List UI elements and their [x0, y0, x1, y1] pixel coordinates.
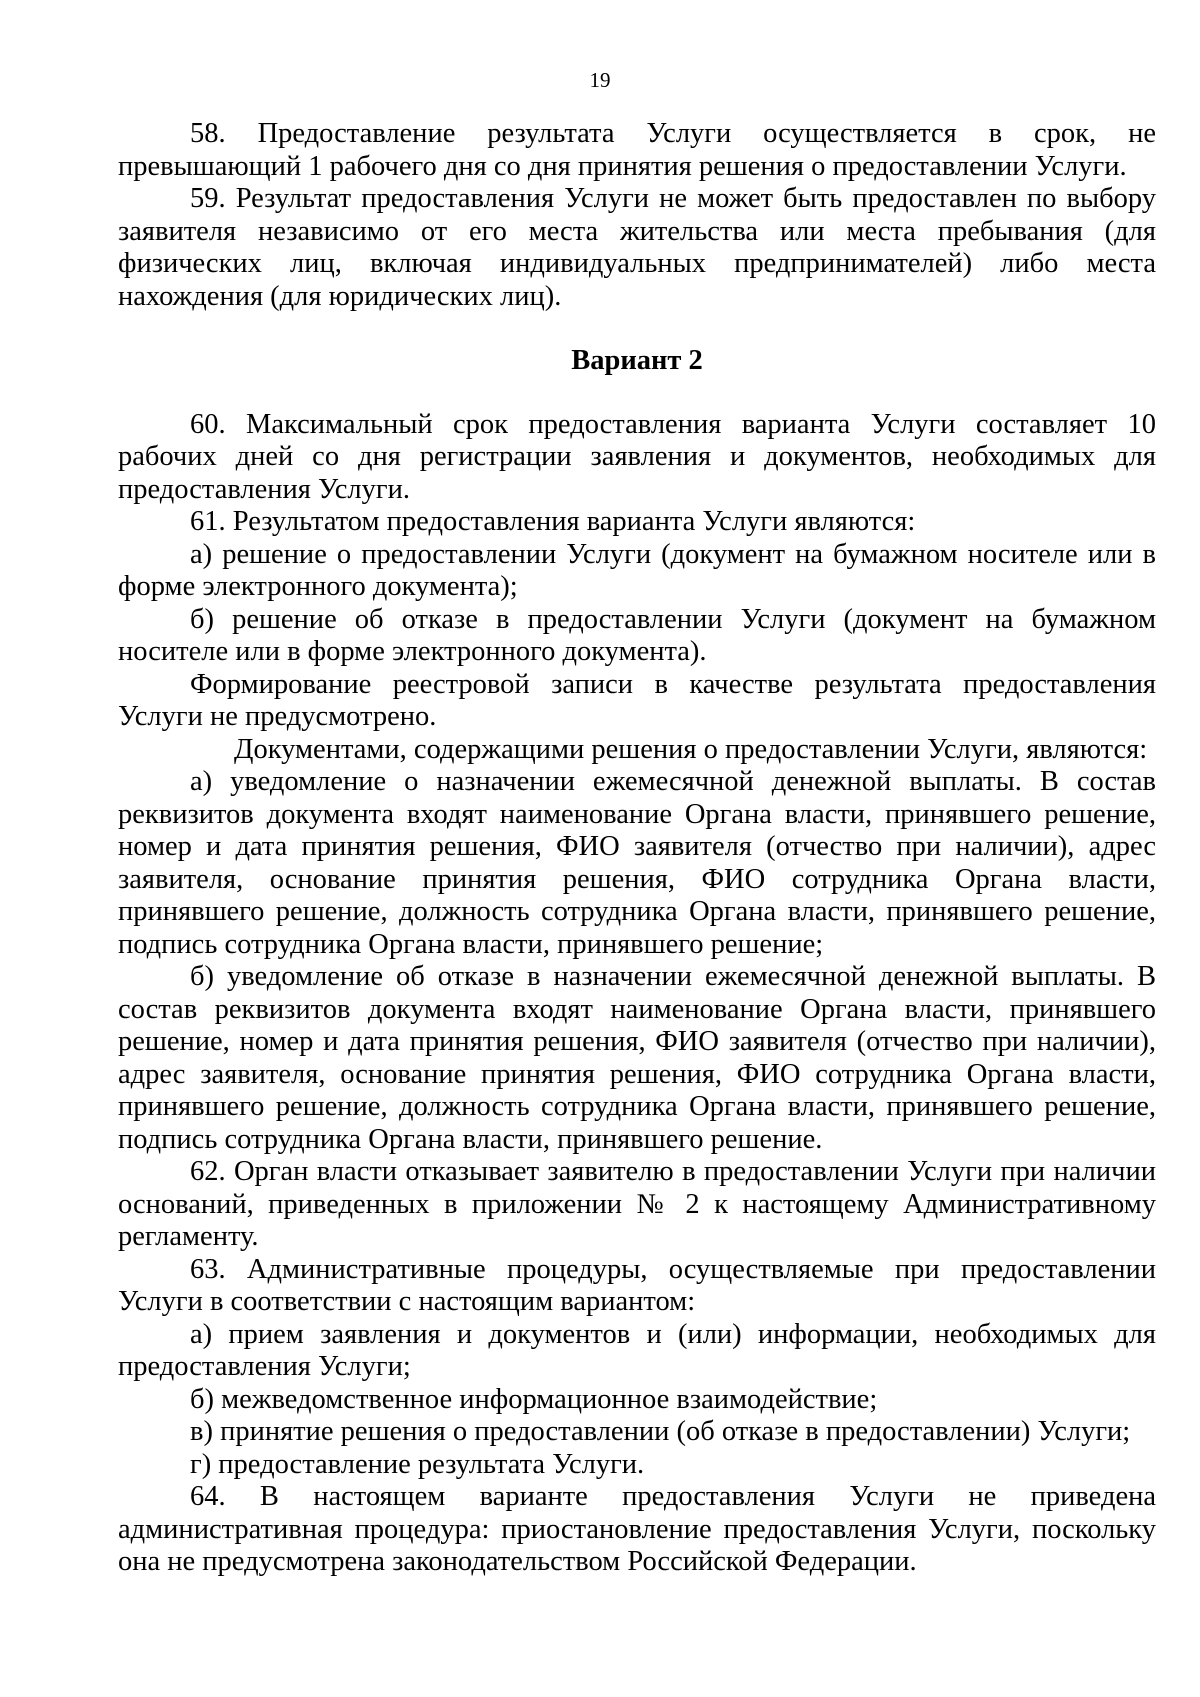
paragraph-63: 63. Административные процедуры, осуществляемые при предоставлении Услуги в соответствии с настоящим вариантом: [118, 1253, 1156, 1317]
paragraph-59: 59. Результат предоставления Услуги не может быть предоставлен по выбору заявителя независимо от его места жительства или места пребывания (для физических лиц, включая индивидуальных предпринимателей) либо места нахождения (для юридических лиц). [118, 183, 1156, 312]
paragraph-61-a: а) решение о предоставлении Услуги (документ на бумажном носителе или в форме электронного документа); [118, 538, 1156, 602]
paragraph-61: 61. Результатом предоставления варианта Услуги являются: [190, 506, 916, 537]
paragraph-63-b: б) межведомственное информационное взаимодействие; [190, 1383, 878, 1415]
paragraph-60: 60. Максимальный срок предоставления варианта Услуги составляет 10 рабочих дней со дня регистрации заявления и документов, необходимых для предоставления Услуги. [118, 408, 1156, 505]
paragraph-documents-a: а) уведомление о назначении ежемесячной денежной выплаты. В состав реквизитов документа входят наименование Органа власти, принявшего решение, номер и дата принятия решения, ФИО заявителя (отчество при наличии), адрес заявителя, основание принятия решения, ФИО сотрудника Органа власти, принявшего решение, должность сотрудника Органа власти, принявшего решение, подпись сотрудника Органа власти, принявшего решение; [118, 766, 1156, 960]
document-body [118, 118, 1156, 1579]
paragraph-61-b: б) решение об отказе в предоставлении Услуги (документ на бумажном носителе или в форме электронного документа). [118, 603, 1156, 667]
paragraph-63-g: г) предоставление результата Услуги. [190, 1448, 645, 1480]
paragraph-registry-note: Формирование реестровой записи в качестве результата предоставления Услуги не предусмотрено. [118, 668, 1156, 732]
page-number: 19 [589, 68, 611, 92]
paragraph-documents-b: б) уведомление об отказе в назначении ежемесячной денежной выплаты. В состав реквизитов документа входят наименование Органа власти, принявшего решение, номер и дата принятия решения, ФИО заявителя (отчество при наличии), адрес заявителя, основание принятия решения, ФИО сотрудника Органа власти, принявшего решение, должность сотрудника Органа власти, принявшего решение, подпись сотрудника Органа власти, принявшего решение. [118, 961, 1156, 1155]
paragraph-64: 64. В настоящем варианте предоставления Услуги не приведена административная процедура: приостановление предоставления Услуги, поскольку она не предусмотрена законодательством Российской Федерации. [118, 1481, 1156, 1577]
paragraph-63-v: в) принятие решения о предоставлении (об отказе в предоставлении) Услуги; [190, 1416, 1131, 1447]
paragraph-62: 62. Орган власти отказывает заявителю в предоставлении Услуги при наличии оснований, приведенных в приложении № 2 к настоящему Административному регламенту. [118, 1156, 1156, 1252]
paragraph-63-a: а) прием заявления и документов и (или) информации, необходимых для предоставления Услуги; [118, 1318, 1156, 1382]
section-heading: Вариант 2 [571, 345, 703, 376]
paragraph-58: 58. Предоставление результата Услуги осуществляется в срок, не превышающий 1 рабочего дня со дня принятия решения о предоставлении Услуги. [118, 118, 1156, 182]
paragraph-documents-intro: Документами, содержащими решения о предоставлении Услуги, являются: [234, 733, 1148, 765]
